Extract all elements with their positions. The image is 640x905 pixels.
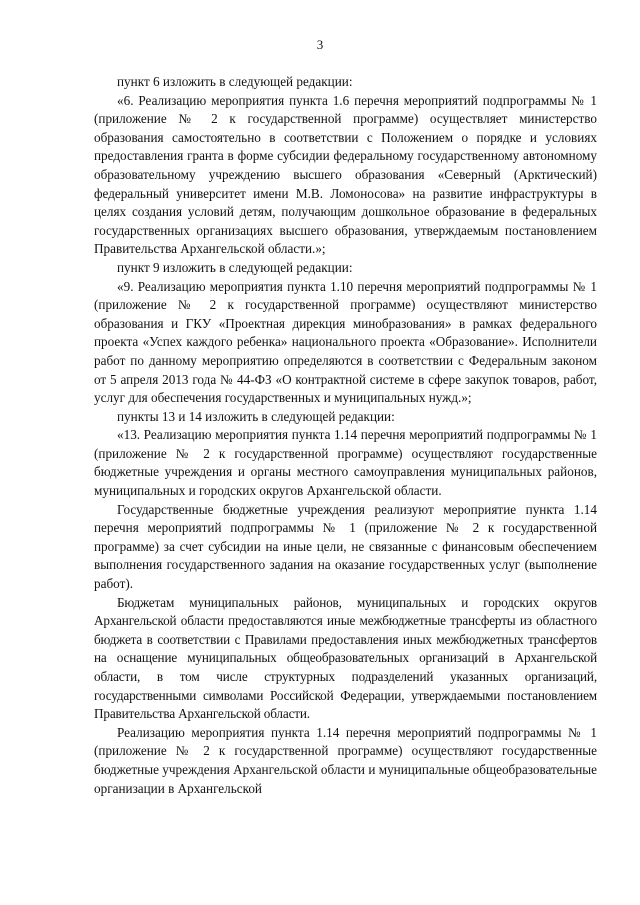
document-body xyxy=(94,73,597,798)
paragraph: Реализацию мероприятия пункта 1.14 перечня мероприятий подпрограммы № 1 (приложение № 2 к государственной программе) осуществляют государственные бюджетные учреждения Архангельской области и муниципальные общеобразовательные организации в Архангельской xyxy=(94,724,597,796)
paragraph: «13. Реализацию мероприятия пункта 1.14 перечня мероприятий подпрограммы № 1 (приложение № 2 к государственной программе) осуществляют государственные бюджетные учреждения и органы местного самоуправления муниципальных районов, муниципальных и городских округов Архангельской области. xyxy=(94,427,597,499)
paragraph: Государственные бюджетные учреждения реализуют мероприятие пункта 1.14 перечня мероприятий подпрограммы № 1 (приложение № 2 к государственной программе) за счет субсидии на иные цели, не связанные с финансовым обеспечением выполнения государственного задания на оказание государственных услуг (выполнение работ). xyxy=(94,501,597,592)
paragraph: пункт 6 изложить в следующей редакции: xyxy=(117,74,353,89)
paragraph: пункты 13 и 14 изложить в следующей редакции: xyxy=(117,408,395,424)
page-number: 3 xyxy=(316,37,324,52)
paragraph: «6. Реализацию мероприятия пункта 1.6 перечня мероприятий подпрограммы № 1 (приложение № 2 к государственной программе) осуществляет министерство образования самостоятельно в соответствии с Положением о порядке и условиях предоставления гранта в форме субсидии федеральному государственному автономному образовательному учреждению высшего образования «Северный (Арктический) федеральный университет имени М.В. Ломоносова» на развитие инфраструктуры в целях создания условий детям, получающим дошкольное образование в федеральных государственных организациях высшего образования, утверждаемым постановлением Правительства Архангельской области.»; xyxy=(94,92,597,257)
paragraph: «9. Реализацию мероприятия пункта 1.10 перечня мероприятий подпрограммы № 1 (приложение № 2 к государственной программе) осуществляют министерство образования и ГКУ «Проектная дирекция минобразования» в рамках федерального проекта «Успех каждого ребенка» национального проекта «Образование». Исполнители работ по данному мероприятию определяются в соответствии с Федеральным законом от 5 апреля 2013 года № 44-ФЗ «О контрактной системе в сфере закупок товаров, работ, услуг для обеспечения государственных и муниципальных нужд.»; xyxy=(94,278,597,406)
paragraph: Бюджетам муниципальных районов, муниципальных и городских округов Архангельской области предоставляются иные межбюджетные трансферты из областного бюджета в соответствии с Правилами предоставления иных межбюджетных трансфертов на оснащение муниципальных общеобразовательных организаций в Архангельской области, в том числе структурных подразделений указанных организаций, государственными символами Российской Федерации, утверждаемыми постановлением Правительства Архангельской области. xyxy=(94,594,597,722)
paragraph: пункт 9 изложить в следующей редакции: xyxy=(117,259,353,275)
